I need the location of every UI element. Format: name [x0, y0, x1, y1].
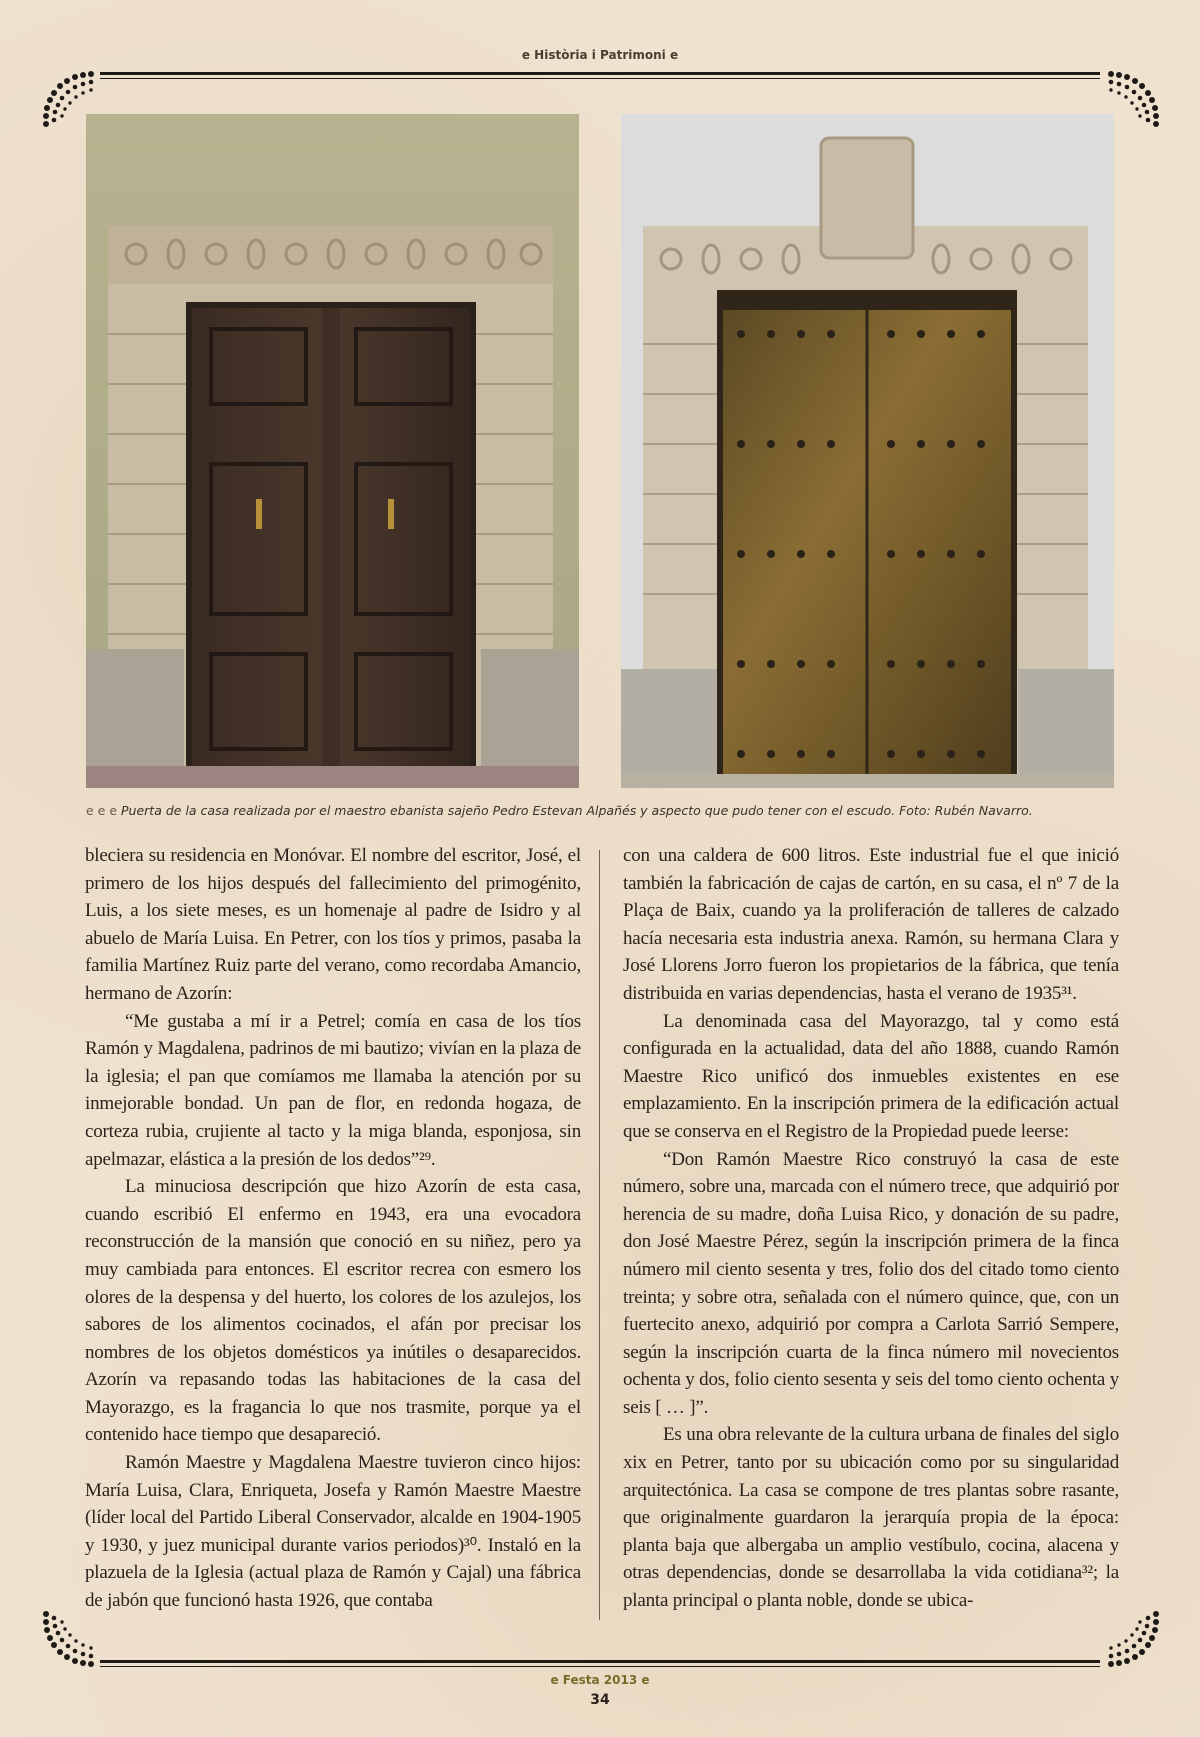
figure-caption [86, 803, 1116, 818]
corner-ornament-icon [40, 1608, 102, 1670]
paragraph: Ramón Maestre y Magdalena Maestre tuvieron cinco hijos: María Luisa, Clara, Enriqueta, Josefa y Ramón Maestre Maestre (líder local del Partido Liberal Conservador, alcalde en 1904-1905 y 1930, y juez municipal durante varios periodos)³⁰. Instaló en la plazuela de la Iglesia (actual plaza de Ramón y Cajal) una fábrica de jabón que funcionó hasta 1926, que contaba [85, 1452, 581, 1612]
running-footer: e Festa 2013 e [550, 1673, 650, 1687]
text-column-left [85, 842, 581, 1634]
bottom-rule [100, 1660, 1100, 1667]
quote-paragraph: “Don Ramón Maestre Rico construyó la casa de este número, sobre una, marcada con el número trece, que adquirió por herencia de su madre, doña Luisa Rico, y donación de su padre, don José Maestre Pérez, según la inscripción primera de la finca número mil ciento sesenta y tres, folio dos del citado tomo ciento treinta; y sobre otra, señalada con el número quince, que, con un fuertecito anexo, adquirió por compra a Carlota Sarrió Sempere, según la inscripción cuarta de la finca número mil novecientos ochenta y dos, folio ciento sesenta y seis del tomo ciento ochenta y seis [ … ]”. [623, 1148, 1119, 1418]
running-header: e Història i Patrimoni e [521, 48, 679, 62]
caption-marker: e e e [86, 803, 118, 818]
column-divider [599, 850, 600, 1620]
top-rule [100, 72, 1100, 79]
quote-paragraph: “Me gustaba a mí ir a Petrel; comía en casa de los tíos Ramón y Magdalena, padrinos de mi bautizo; vivían en la plaza de la iglesia; el pan que comíamos me llamaba la atención por su inmejorable bondad. Un pan de flor, en redonda hogaza, de corteza rubia, crujiente al tacto y la miga blanda, esponjosa, sin apelmazar, elástica a la presión de los dedos”²⁹. [85, 1010, 581, 1170]
photo-carved-wooden-door [86, 114, 579, 788]
photo-studded-wooden-door [621, 114, 1114, 788]
paragraph: Es una obra relevante de la cultura urbana de finales del siglo xix en Petrer, tanto por su ubicación como por su singularidad arquitectónica. La casa se compone de tres plantas sobre rasante, que originalmente guardaron la jerarquía propia de la época: planta baja que albergaba un amplio vestíbulo, cocina, alacena y otras dependencias, donde se desarrollaba la vida cotidiana³²; la planta principal o planta noble, donde se ubica- [623, 1424, 1119, 1612]
corner-ornament-icon [1100, 1608, 1162, 1670]
caption-text: Puerta de la casa realizada por el maestro ebanista sajeño Pedro Estevan Alpañés y aspecto que pudo tener con el escudo. Foto: Rubén Navarro. [121, 803, 1033, 818]
paragraph: La denominada casa del Mayorazgo, tal y como está configurada en la actualidad, data del año 1888, cuando Ramón Maestre Rico unificó dos inmuebles existentes en ese emplazamiento. En la inscripción primera de la edificación actual que se conserva en el Registro de la Propiedad puede leerse: [623, 1010, 1119, 1142]
page-number: 34 [590, 1692, 610, 1708]
paragraph: bleciera su residencia en Monóvar. El nombre del escritor, José, el primero de los hijos después del fallecimiento del primogénito, Luis, a los siete meses, es un homenaje al padre de Isidro y al abuelo de María Luisa. En Petrer, con los tíos y primos, pasaba la familia Martínez Ruiz parte del verano, como recordaba Amancio, hermano de Azorín: [85, 845, 581, 1004]
text-column-right [623, 842, 1119, 1634]
paragraph: con una caldera de 600 litros. Este industrial fue el que inició también la fabricación de cajas de cartón, en su casa, el nº 7 de la Plaça de Baix, cuando ya la proliferación de talleres de calzado hacía necesaria esta industria anexa. Ramón, su hermana Clara y José Llorens Jorro fueron los propietarios de la fábrica, que tenía distribuida en varias dependencias, hasta el verano de 1935³¹. [623, 845, 1119, 1004]
paragraph: La minuciosa descripción que hizo Azorín de esta casa, cuando escribió El enfermo en 1943, era una evocadora reconstrucción de la mansión que conoció en su niñez, pero ya muy cambiada para entonces. El escritor recrea con esmero los olores de la despensa y del huerto, los colores de los azulejos, los sabores de los alimentos cocinados, el afán por precisar los nombres de los objetos domésticos ya inútiles o desaparecidos. Azorín va repasando todas las habitaciones de la casa del Mayorazgo, es la fragancia lo que nos trasmite, porque ya el contenido hace tiempo que desapareció. [85, 1176, 581, 1446]
